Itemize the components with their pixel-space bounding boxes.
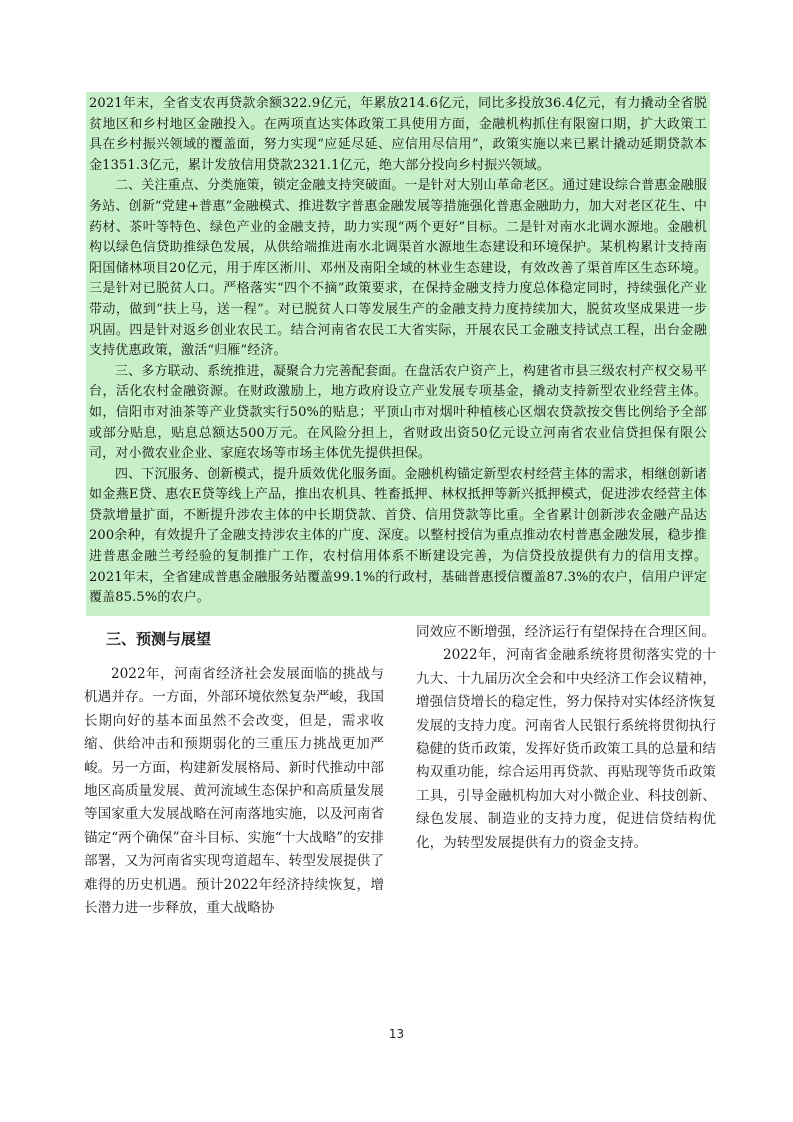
page-number: 13 bbox=[388, 1027, 405, 1041]
highlighted-text-block bbox=[86, 92, 710, 616]
highlight-paragraph-1: 2021年末，全省支农再贷款余额322.9亿元，年累放214.6亿元，同比多投放36.4亿元，有力撬动全省脱贫地区和乡村地区金融投入。在两项直达实体政策工具使用方面，金融机构抓住有限窗口期，扩大政策工具在乡村振兴领域的覆盖面，努力实现“应延尽延、应信用尽信用”，政策实施以来已累计撬动延期贷款本金1351.3亿元，累计发放信用贷款2321.1亿元，绝大部分投向乡村振兴领域。 bbox=[89, 96, 707, 173]
highlight-paragraph-4: 四、下沉服务、创新模式，提升质效优化服务面。金融机构锚定新型农村经营主体的需求，相继创新诸如金燕E贷、惠农E贷等线上产品，推出农机具、牲畜抵押、林权抵押等新兴抵押模式，促进涉农经营主体贷款增量扩面，不断提升涉农主体的中长期贷款、首贷、信用贷款等比重。全省累计创新涉农金融产品达200余种，有效提升了金融支持涉农主体的广度、深度。以整村授信为重点推动农村普惠金融发展，稳步推进普惠金融兰考经验的复制推广工作，农村信用体系不断建设完善，为信贷投放提供有力的信用支撑。2021年末，全省建成普惠金融服务站覆盖99.1%的行政村，基础普惠授信覆盖87.3%的农户，信用户评定覆盖85.5%的农户。 bbox=[89, 466, 707, 606]
right-paragraph-1: 同效应不断增强，经济运行有望保持在合理区间。 bbox=[416, 624, 716, 640]
section-heading: 三、预测与展望 bbox=[106, 630, 212, 648]
right-paragraph-2: 2022年，河南省金融系统将贯彻落实党的十九大、十九届历次全会和中央经济工作会议精神，增强信贷增长的稳定性，努力保持对实体经济恢复发展的支持力度。河南省人民银行系统将贯彻执行稳健的货币政策，发挥好货币政策工具的总量和结构双重功能，综合运用再贷款、再贴现等货币政策工具，引导金融机构加大对小微企业、科技创新、绿色发展、制造业的支持力度，促进信贷结构优化，为转型发展提供有力的资金支持。 bbox=[416, 647, 716, 851]
right-column bbox=[416, 621, 716, 855]
left-column bbox=[84, 663, 384, 920]
highlight-paragraph-2: 二、关注重点、分类施策，锁定金融支持突破面。一是针对大别山革命老区。通过建设综合普惠金融服务站、创新“党建+普惠”金融模式、推进数字普惠金融发展等措施强化普惠金融助力，加大对老区花生、中药材、茶叶等特色、绿色产业的金融支持，助力实现“两个更好”目标。二是针对南水北调水源地。金融机构以绿色信贷助推绿色发展，从供给端推进南水北调渠首水源地生态建设和环境保护。某机构累计支持南阳国储林项目20亿元，用于库区淅川、邓州及南阳全域的林业生态建设，有效改善了渠首库区生态环境。三是针对已脱贫人口。严格落实“四个不摘”政策要求，在保持金融支持力度总体稳定同时，持续强化产业带动，做到“扶上马，送一程”。对已脱贫人口等发展生产的金融支持力度持续加大，脱贫攻坚成果进一步巩固。四是针对返乡创业农民工。结合河南省农民工大省实际，开展农民工金融支持试点工程，出台金融支持优惠政策，激活“归雁”经济。 bbox=[89, 178, 707, 359]
highlight-paragraph-3: 三、多方联动、系统推进，凝聚合力完善配套面。在盘活农户资产上，构建省市县三级农村产权交易平台，活化农村金融资源。在财政激励上，地方政府设立产业发展专项基金，撬动支持新型农业经营主体。如，信阳市对油茶等产业贷款实行50%的贴息；平顶山市对烟叶种植核心区烟农贷款按交售比例给予全部或部分贴息，贴息总额达500万元。在风险分担上，省财政出资50亿元设立河南省农业信贷担保有限公司，对小微农业企业、家庭农场等市场主体优先提供担保。 bbox=[89, 363, 707, 462]
left-paragraph-1: 2022年，河南省经济社会发展面临的挑战与机遇并存。一方面，外部环境依然复杂严峻，我国长期向好的基本面虽然不会改变，但是，需求收缩、供给冲击和预期弱化的三重压力挑战更加严峻。另一方面，构建新发展格局、新时代推动中部地区高质量发展、黄河流域生态保护和高质量发展等国家重大发展战略在河南落地实施，以及河南省锚定“两个确保”奋斗目标、实施“十大战略”的安排部署，又为河南省实现弯道超车、转型发展提供了难得的历史机遇。预计2022年经济持续恢复，增长潜力进一步释放，重大战略协 bbox=[84, 666, 384, 917]
